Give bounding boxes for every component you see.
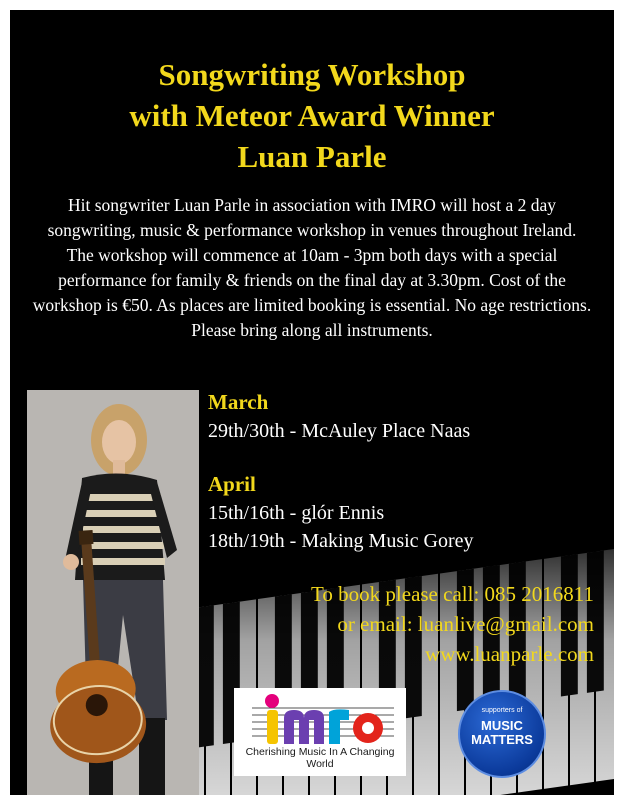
date-march-1: 29th/30th - McAuley Place Naas bbox=[208, 420, 471, 442]
date-april-2: 18th/19th - Making Music Gorey bbox=[208, 530, 474, 552]
contact-phone: To book please call: 085 2016811 bbox=[311, 582, 594, 606]
performer-photo bbox=[27, 390, 199, 795]
poster bbox=[10, 10, 614, 795]
performer-with-guitar-illustration bbox=[27, 390, 199, 795]
music-matters-wordmark bbox=[460, 719, 544, 747]
music-matters-logo bbox=[458, 690, 546, 778]
title-line-3: Luan Parle bbox=[237, 139, 387, 174]
music-matters-line-2: MATTERS bbox=[471, 732, 533, 747]
date-april-1: 15th/16th - glór Ennis bbox=[208, 502, 385, 524]
contact-email[interactable]: or email: luanlive@gmail.com bbox=[337, 612, 594, 636]
music-matters-top-text: supporters of bbox=[481, 707, 523, 714]
title-line-1: Songwriting Workshop bbox=[158, 57, 466, 92]
contact-website[interactable]: www.luanparle.com bbox=[425, 642, 594, 666]
music-matters-line-1: MUSIC bbox=[481, 718, 523, 733]
month-march: March bbox=[208, 390, 269, 414]
month-april: April bbox=[208, 472, 256, 496]
imro-logo bbox=[234, 688, 406, 776]
imro-tagline: Cherishing Music In A Changing World bbox=[245, 746, 395, 770]
title-line-2: with Meteor Award Winner bbox=[129, 98, 495, 133]
poster-title bbox=[10, 54, 614, 177]
intro-paragraph: Hit songwriter Luan Parle in association with IMRO will host a 2 day songwriting, music & performance workshop in venues throughout Ireland. The workshop will commence at 10am - 3pm both days with a special performance for family & friends on the final day at 3.30pm. Cost of the workshop is €50. As places are limited booking is essential. No age restrictions. Please bring along all instruments. bbox=[32, 195, 592, 340]
